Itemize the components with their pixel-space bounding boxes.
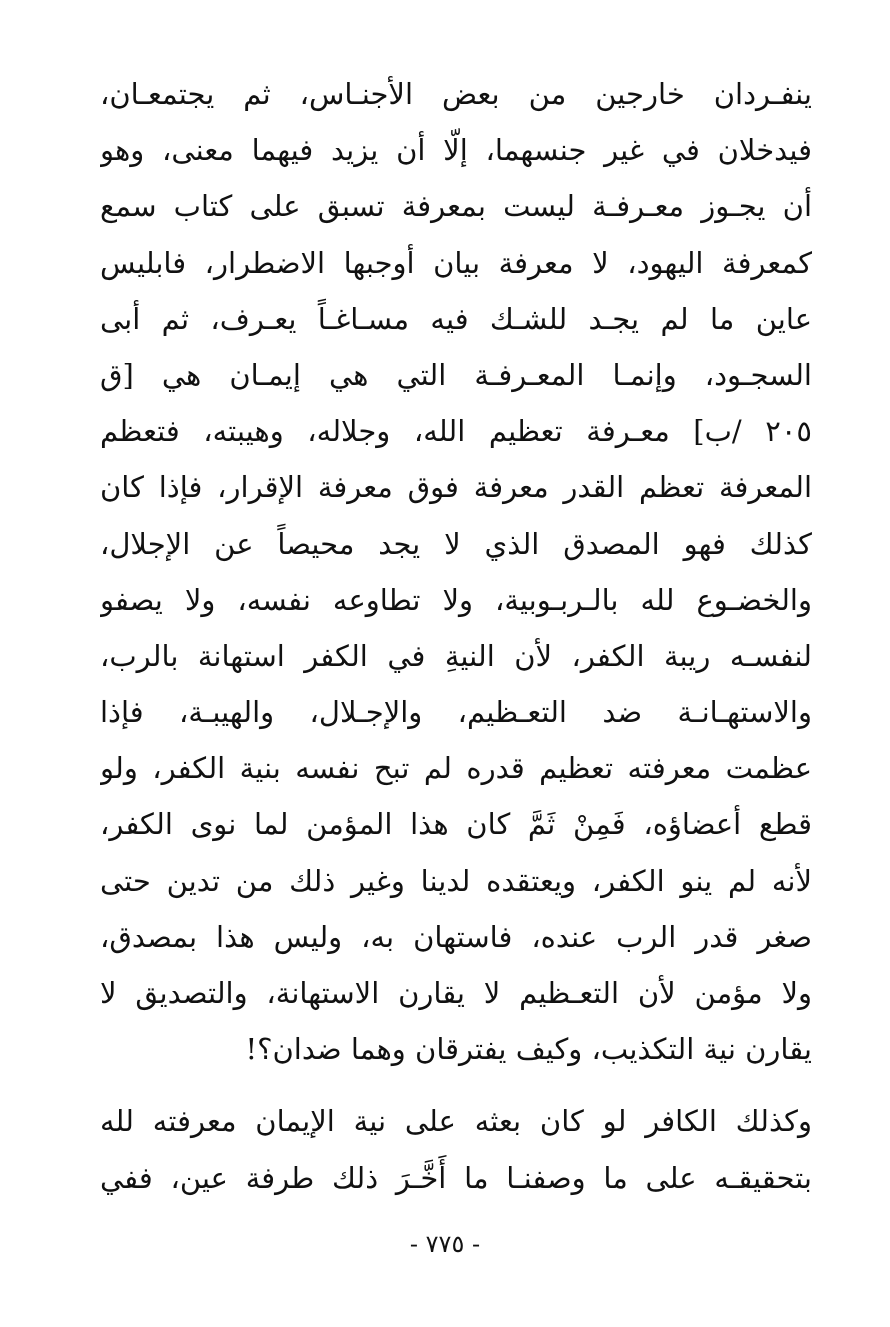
paragraph [100,66,812,1077]
text-line: فيدخلان في غير جنسهما، إلّا أن يزيد فيهما معنى، وهو [100,133,812,168]
text-line: صغر قدر الرب عنده، فاستهان به، وليس هذا بمصدق، [100,919,812,954]
paragraph [100,1093,812,1205]
text-line: وكذلك الكافر لو كان بعثه على نية الإيمان معرفته لله [100,1104,812,1139]
text-line: عظمت معرفته تعظيم قدره لم تبح نفسه بنية الكفر، ولو [100,751,812,786]
body-text [100,66,812,1206]
text-line: أن يجـوز معـرفـة ليست بمعرفة تسبق على كتاب سمع [100,189,812,224]
text-line: السجـود، وإنمـا المعـرفـة التي هي إيمـان هي [ق [100,357,812,392]
page-number: - ٧٧٥ - [409,1230,481,1258]
paragraph-gap [100,1077,812,1093]
text-line: لأنه لم ينو الكفر، ويعتقده لدينا وغير ذلك من تدين حتى [100,863,812,898]
text-line: لنفسـه ريبة الكفر، لأن النيةِ في الكفر استهانة بالرب، [100,638,812,673]
text-line: كذلك فهو المصدق الذي لا يجد محيصاً عن الإجلال، [100,526,812,561]
text-line: ولا مؤمن لأن التعـظيم لا يقارن الاستهانة، والتصديق لا [100,976,812,1010]
text-line: قطع أعضاؤه، فَمِنْ ثَمَّ كان هذا المؤمن لما نوى الكفر، [100,807,812,842]
text-line: ينفـردان خارجين من بعض الأجنـاس، ثم يجتمعـان، [100,77,812,111]
text-line: بتحقيقـه على ما وصفنـا ما أَخَّـرَ ذلك طرفة عين، ففي [100,1160,812,1195]
text-line: عاين ما لم يجـد للشـك فيه مسـاغـاً يعـرف، ثم أبى [100,301,812,336]
text-line: المعرفة تعظم القدر معرفة فوق معرفة الإقرار، فإذا كان [100,470,812,505]
text-line: والخضـوع لله بالـربـوبية، ولا تطاوعه نفسه، ولا يصفو [100,582,812,617]
text-line: ٢٠٥ /ب] معـرفة تعظيم الله، وجلاله، وهيبته، فتعظم [100,414,812,449]
text-line: كمعرفة اليهود، لا معرفة بيان أوجبها الاضطرار، فابليس [100,245,812,280]
text-line: يقارن نية التكذيب، وكيف يفترقان وهما ضدان؟! [245,1032,812,1067]
text-line: والاستهـانـة ضد التعـظيم، والإجـلال، والهيبـة، فإذا [100,695,812,730]
